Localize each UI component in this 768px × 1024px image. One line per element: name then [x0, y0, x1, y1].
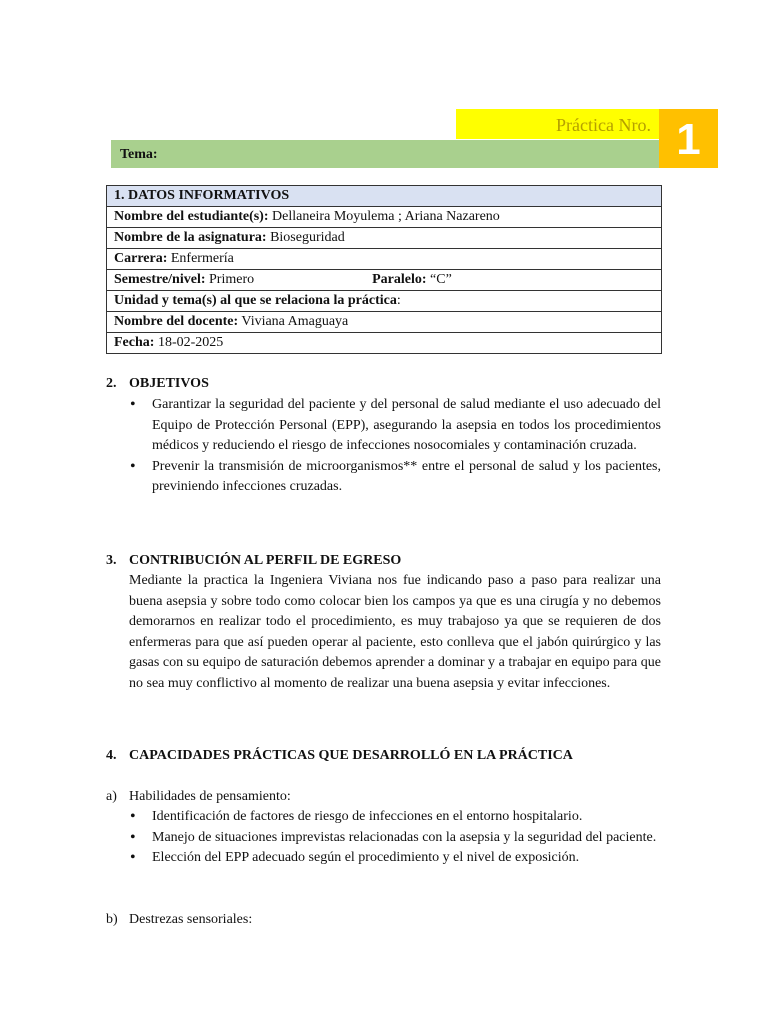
section-contribucion-title: [106, 551, 401, 571]
subsection-b-title: [106, 910, 252, 930]
practica-label-band: [456, 109, 659, 139]
subsection-heading: Habilidades de pensamiento:: [129, 789, 291, 804]
habilidades-list: [129, 807, 661, 869]
objetivos-list: [129, 395, 661, 498]
section-heading: OBJETIVOS: [129, 376, 209, 391]
table-row: [107, 333, 662, 354]
section-number: 3.: [106, 553, 117, 568]
section-heading: CONTRIBUCIÓN AL PERFIL DE EGRESO: [129, 553, 402, 568]
table-row: [107, 312, 662, 333]
list-item: • Elección del EPP adecuado según el procedimiento y el nivel de exposición.: [129, 848, 661, 869]
row-value: Bioseguridad: [266, 230, 345, 245]
list-item: • Prevenir la transmisión de microorganismos** entre el personal de salud y los pacientes, previniendo infecciones cruzadas.: [129, 457, 661, 498]
row-label: Nombre del estudiante(s):: [114, 209, 269, 224]
row-label: Paralelo:: [372, 272, 427, 287]
row-value: Enfermería: [167, 251, 234, 266]
subsection-heading: Destrezas sensoriales:: [129, 912, 253, 927]
section-number: 4.: [106, 748, 117, 763]
contribucion-paragraph: Mediante la practica la Ingeniera Viviana nos fue indicando paso a paso para realizar una buena asepsia y sobre todo como colocar bien los campos ya que es una cirugía y no debemos demorarnos en realizar todo el procedimiento, es muy trabajoso ya que se requieren de dos enfermeras para que así pueden operar al paciente, esto conlleva que el jabón quirúrgico y las gasas con su equipo de saturación debemos aprender a dominar y a trabajar en equipo para que no sea muy conflictivo al momento de realizar una buena asepsia y evitar infecciones.: [129, 573, 661, 691]
row-label: Fecha:: [114, 335, 155, 350]
row-value: Dellaneira Moyulema ; Ariana Nazareno: [268, 209, 500, 224]
row-value: Viviana Amaguaya: [238, 314, 349, 329]
list-item: • Manejo de situaciones imprevistas relacionadas con la asepsia y la seguridad del paciente.: [129, 828, 661, 849]
row-label: Nombre del docente:: [114, 314, 239, 329]
section-heading: CAPACIDADES PRÁCTICAS QUE DESARROLLÓ EN LA PRÁCTICA: [129, 748, 573, 763]
row-value: 18-02-2025: [154, 335, 224, 350]
datos-informativos-table: [106, 185, 662, 354]
table-row: [107, 207, 662, 228]
subsection-a-title: [106, 787, 291, 807]
row-label: Semestre/nivel:: [114, 272, 206, 287]
table-row: [107, 249, 662, 270]
row-label: Unidad y tema(s) al que se relaciona la práctica: [114, 293, 397, 308]
practica-number-box: [659, 109, 718, 168]
list-item: • Identificación de factores de riesgo de infecciones en el entorno hospitalario.: [129, 807, 661, 828]
section-number: 2.: [106, 376, 117, 391]
subsection-label: a): [106, 789, 117, 804]
tema-label: Tema:: [120, 147, 158, 162]
tema-band: [111, 140, 659, 168]
row-value: :: [396, 293, 401, 308]
section-objetivos-title: [106, 374, 209, 394]
row-value: “C”: [426, 272, 452, 287]
table-title: 1. DATOS INFORMATIVOS: [107, 186, 662, 207]
row-value: Primero: [205, 272, 255, 287]
practica-label: Práctica Nro.: [556, 115, 651, 135]
section-capacidades-title: [106, 746, 573, 766]
table-header-row: [107, 186, 662, 207]
row-label: Carrera:: [114, 251, 168, 266]
table-row: [107, 291, 662, 312]
table-row: [107, 228, 662, 249]
practica-number: 1: [676, 115, 701, 164]
paralelo-cell: [372, 270, 452, 290]
table-row: [107, 270, 662, 291]
row-label: Nombre de la asignatura:: [114, 230, 267, 245]
subsection-label: b): [106, 912, 118, 927]
list-item: • Garantizar la seguridad del paciente y del personal de salud mediante el uso adecuado del Equipo de Protección Personal (EPP), asegurando la asepsia en todos los procedimientos médicos y reduciendo el riesgo de infecciones nosocomiales y contaminación cruzada.: [129, 395, 661, 457]
